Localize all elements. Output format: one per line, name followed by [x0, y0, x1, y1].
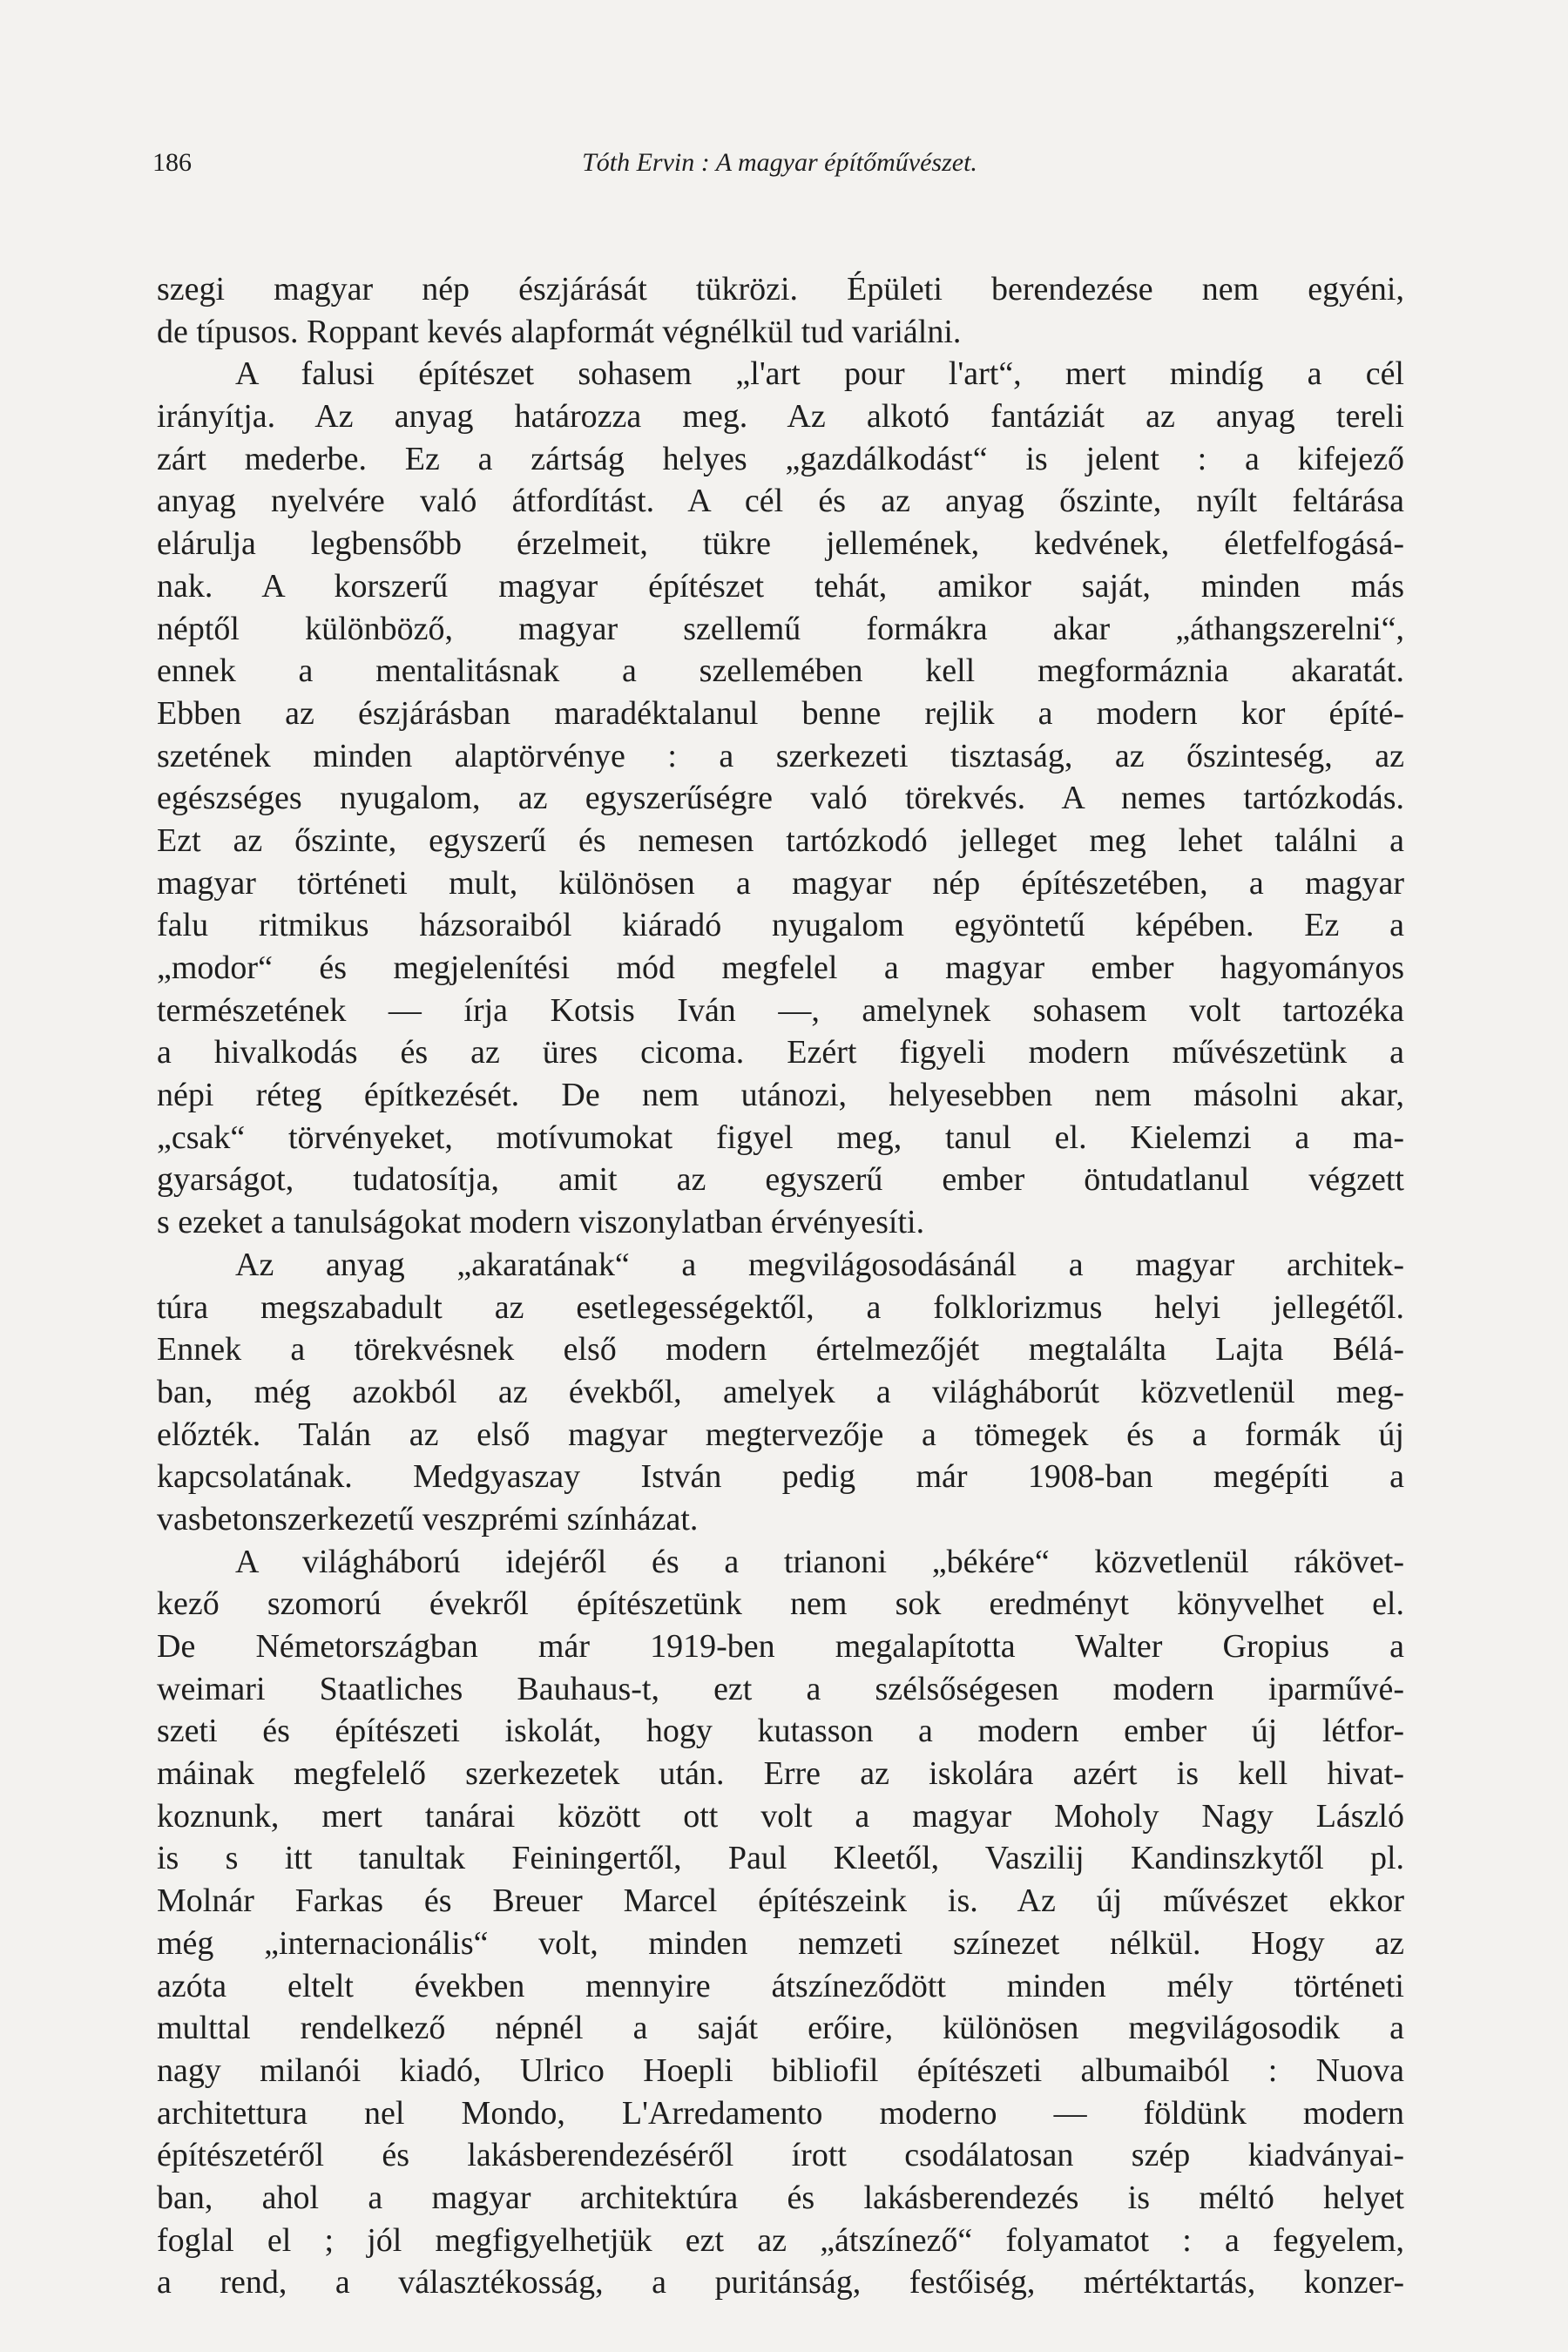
text-line: elárulja legbensőbb érzelmeit, tükre jellemének, kedvének, életfelfogásá- — [157, 525, 1404, 563]
text-line: irányítja. Az anyag határozza meg. Az alkotó fantáziát az anyag tereli — [157, 398, 1404, 436]
text-line: is s itt tanultak Feiningertől, Paul Kleetől, Vaszilij Kandinszkytől pl. — [157, 1840, 1404, 1877]
text-line: kapcsolatának. Medgyaszay István pedig már 1908-ban megépíti a — [157, 1458, 1404, 1496]
text-line: A falusi építészet sohasem „l'art pour l'art“, mert mindíg a cél — [235, 355, 1404, 393]
text-line: szeti és építészeti iskolát, hogy kutasson a modern ember új létfor- — [157, 1713, 1404, 1750]
text-line: kező szomorú évekről építészetünk nem sok eredményt könyvelhet el. — [157, 1585, 1404, 1623]
text-line: architettura nel Mondo, L'Arredamento moderno — földünk modern — [157, 2094, 1404, 2132]
text-line: koznunk, mert tanárai között ott volt a magyar Moholy Nagy László — [157, 1797, 1404, 1835]
text-line: a rend, a választékosság, a puritánság, festőiség, mértéktartás, konzer- — [157, 2264, 1404, 2301]
text-line: néptől különböző, magyar szellemű formákra akar „áthangszerelni“, — [157, 610, 1404, 647]
text-line: előzték. Talán az első magyar megtervezője a tömegek és a formák új — [157, 1416, 1404, 1453]
text-line: „csak“ törvényeket, motívumokat figyel meg, tanul el. Kielemzi a ma- — [157, 1119, 1404, 1156]
text-line: gyarságot, tudatosítja, amit az egyszerű ember öntudatlanul végzett — [157, 1161, 1404, 1199]
text-line: azóta eltelt években mennyire átszíneződött minden mély történeti — [157, 1967, 1404, 2004]
text-line: nagy milanói kiadó, Ulrico Hoepli bibliofil építészeti albumaiból : Nuova — [157, 2051, 1404, 2089]
text-line: De Németországban már 1919-ben megalapította Walter Gropius a — [157, 1628, 1404, 1665]
text-line: vasbetonszerkezetű veszprémi színházat. — [157, 1500, 699, 1538]
text-line: a hivalkodás és az üres cicoma. Ezért figyeli modern művészetünk a — [157, 1034, 1404, 1071]
text-line: „modor“ és megjelenítési mód megfelel a magyar ember hagyományos — [157, 950, 1404, 986]
text-line: még „internacionális“ volt, minden nemzeti színezet nélkül. Hogy az — [157, 1924, 1404, 1962]
text-line: építészetéről és lakásberendezéséről írott csodálatosan szép kiadványai- — [157, 2137, 1404, 2174]
page-number: 186 — [152, 148, 192, 177]
text-line: természetének — írja Kotsis Iván —, amelynek sohasem volt tartozéka — [157, 991, 1404, 1029]
page-header — [152, 148, 1407, 188]
text-line: de típusos. Roppant kevés alapformát végnélkül tud variálni. — [157, 313, 962, 350]
text-line: szegi magyar nép észjárását tükrözi. Épületi berendezése nem egyéni, — [157, 271, 1404, 308]
text-line: Molnár Farkas és Breuer Marcel építészeink is. Az új művészet ekkor — [157, 1882, 1404, 1920]
text-line: Ebben az észjárásban maradéktalanul benne rejlik a modern kor építé- — [157, 694, 1404, 732]
text-line: ban, ahol a magyar architektúra és lakásberendezés is méltó helyet — [157, 2179, 1404, 2216]
running-title: Tóth Ervin : A magyar építőművészet. — [582, 148, 977, 177]
text-line: falu ritmikus házsoraiból kiáradó nyugalom egyöntetű képében. Ez a — [157, 907, 1404, 944]
text-line: szetének minden alaptörvénye : a szerkezeti tisztaság, az őszinteség, az — [157, 737, 1404, 774]
text-line: ennek a mentalitásnak a szellemében kell megformáznia akaratát. — [157, 652, 1404, 690]
text-line: Ennek a törekvésnek első modern értelmezőjét megtalálta Lajta Bélá- — [157, 1331, 1404, 1369]
text-line: weimari Staatliches Bauhaus-t, ezt a szélsőségesen modern iparművé- — [157, 1670, 1404, 1707]
text-line: anyag nyelvére való átfordítást. A cél és az anyag őszinte, nyílt feltárása — [157, 483, 1404, 520]
text-line: magyar történeti mult, különösen a magyar nép építészetében, a magyar — [157, 864, 1404, 902]
text-line: Az anyag „akaratának“ a megvilágosodásánál a magyar architek- — [235, 1246, 1404, 1283]
text-line: egészséges nyugalom, az egyszerűségre való törekvés. A nemes tartózkodás. — [157, 780, 1404, 817]
text-line: foglal el ; jól megfigyelhetjük ezt az „átszínező“ folyamatot : a fegyelem, — [157, 2221, 1404, 2259]
text-line: s ezeket a tanulságokat modern viszonylatban érvényesíti. — [157, 1204, 925, 1241]
text-line: ban, még azokból az évekből, amelyek a világháborút közvetlenül meg- — [157, 1373, 1404, 1410]
text-line: zárt mederbe. Ez a zártság helyes „gazdálkodást“ is jelent : a kifejező — [157, 440, 1404, 477]
text-line: A világháború idejéről és a trianoni „békére“ közvetlenül rákövet- — [235, 1543, 1404, 1580]
text-line: túra megszabadult az esetlegességektől, a folklorizmus helyi jellegétől. — [157, 1288, 1404, 1326]
text-line: népi réteg építkezését. De nem utánozi, helyesebben nem másolni akar, — [157, 1077, 1404, 1114]
text-line: máinak megfelelő szerkezetek után. Erre az iskolára azért is kell hivat- — [157, 1755, 1404, 1793]
text-line: Ezt az őszinte, egyszerű és nemesen tartózkodó jelleget meg lehet találni a — [157, 821, 1404, 859]
text-line: multtal rendelkező népnél a saját erőire, különösen megvilágosodik a — [157, 2010, 1404, 2047]
body-text — [157, 268, 1404, 2304]
text-line: nak. A korszerű magyar építészet tehát, amikor saját, minden más — [157, 567, 1404, 605]
